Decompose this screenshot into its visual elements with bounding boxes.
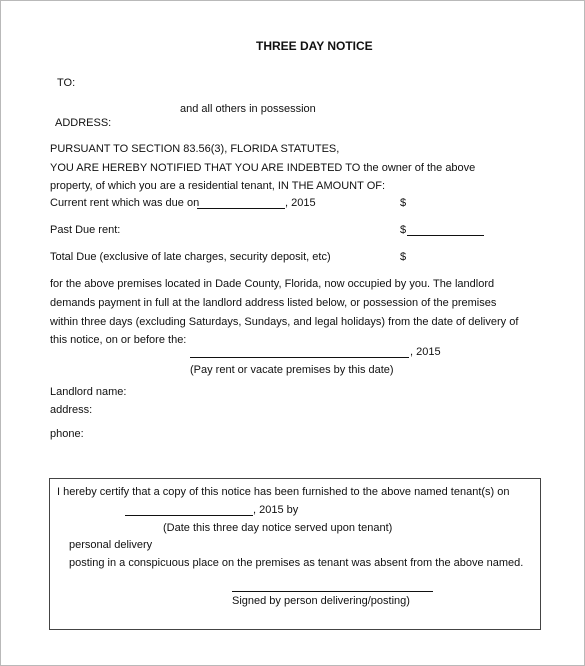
current-rent-date-blank: [197, 208, 285, 209]
body-line-1: for the above premises located in Dade County, Florida, now occupied by you. The landlord: [50, 278, 495, 290]
service-date-caption: (Date this three day notice served upon tenant): [163, 522, 393, 534]
delivery-option-personal: personal delivery: [69, 539, 153, 551]
current-rent-label: Current rent which was due on: [50, 197, 200, 209]
body-line-3: within three days (excluding Saturdays, Sundays, and legal holidays) from the date of delivery of: [50, 316, 519, 328]
certificate-year-by: , 2015 by: [253, 504, 299, 516]
past-due-dollar-sign: $: [400, 224, 407, 236]
landlord-address-label: address:: [50, 404, 93, 416]
signature-blank: [232, 591, 433, 592]
document-title: THREE DAY NOTICE: [256, 39, 373, 53]
property-line: property, of which you are a residential tenant, IN THE AMOUNT OF:: [50, 180, 386, 192]
past-due-amount-blank: [407, 235, 484, 236]
body-line-4: this notice, on or before the:: [50, 334, 187, 346]
deadline-caption: (Pay rent or vacate premises by this date): [190, 364, 394, 376]
landlord-name-label: Landlord name:: [50, 386, 127, 398]
to-label: TO:: [57, 77, 76, 89]
others-in-possession-text: and all others in possession: [180, 103, 316, 115]
deadline-year: , 2015: [410, 346, 441, 358]
certificate-line-1: I hereby certify that a copy of this notice has been furnished to the above named tenant(s) on: [57, 486, 510, 498]
deadline-date-blank: [190, 357, 409, 358]
landlord-phone-label: phone:: [50, 428, 84, 440]
total-due-dollar-sign: $: [400, 251, 407, 263]
total-due-label: Total Due (exclusive of late charges, security deposit, etc): [50, 251, 331, 263]
current-rent-dollar-sign: $: [400, 197, 407, 209]
signature-caption: Signed by person delivering/posting): [232, 595, 410, 607]
address-label: ADDRESS:: [55, 117, 112, 129]
past-due-label: Past Due rent:: [50, 224, 121, 236]
current-rent-year: , 2015: [285, 197, 316, 209]
notified-line: YOU ARE HEREBY NOTIFIED THAT YOU ARE INDEBTED TO the owner of the above: [50, 162, 476, 174]
body-line-2: demands payment in full at the landlord address listed below, or possession of the premises: [50, 297, 497, 309]
service-date-blank: [125, 515, 253, 516]
delivery-option-posting: posting in a conspicuous place on the premises as tenant was absent from the above named.: [69, 557, 524, 569]
statute-line: PURSUANT TO SECTION 83.56(3), FLORIDA STATUTES,: [50, 143, 340, 155]
